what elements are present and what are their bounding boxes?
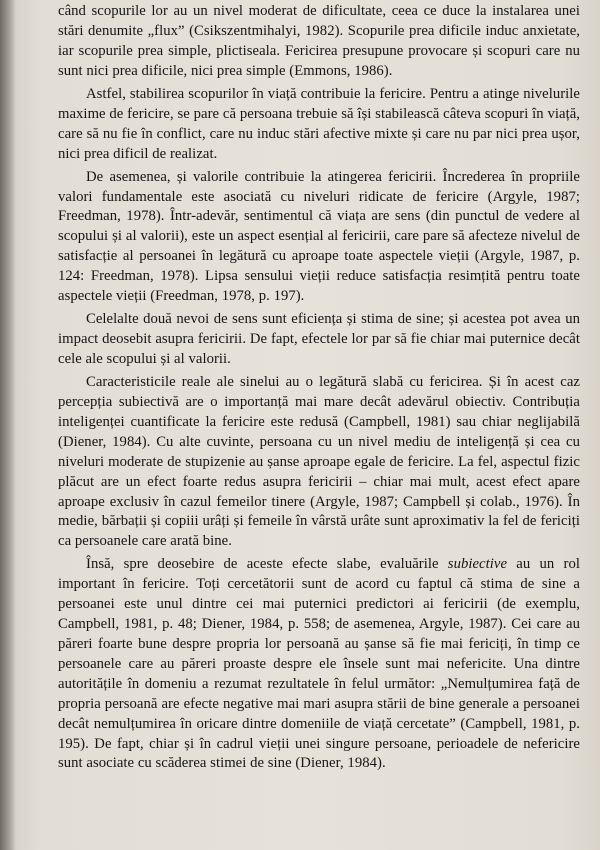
paragraph-6 — [58, 555, 580, 774]
paragraph-6-emphasis: subiective — [447, 556, 508, 573]
paragraph-2: Astfel, stabilirea scopurilor în viață contribuie la fericire. Pentru a atinge nivelurile maxime de fericire, se pare că persoana trebuie să își stabilească câteva scopuri în viață, care să nu fie în conflict, care nu induc stări afective mixte și care nu par nici prea ușor, nici prea dificil de realizat. — [58, 85, 580, 162]
page-gutter-shadow — [0, 0, 16, 850]
paragraph-6-start: Însă, spre deosebire de aceste efecte slabe, evaluările — [86, 556, 448, 573]
paragraph-6-rest: au un rol important în fericire. Toți cercetătorii sunt de acord cu faptul că stima de sine a persoanei este unul dintre cei mai puternici predictori ai fericirii (de exemplu, Campbell, 1981, p. 48; Diener, 1984, p. 558; de asemenea, Argyle, 1987). Cei care au păreri foarte bune despre propria lor persoană au șanse să fie mai fericiți, în timp ce persoanele care au păreri proaste despre ele însele sunt mai nefericite. Una dintre autoritățile în domeniu a rezumat rezultatele în felul următor: „Nemulțumirea față de propria persoană are efecte negative mai mari asupra stării de bine generale a persoanei decât nemulțumirea în oricare dintre domeniile de viață cercetate” (Campbell, 1981, p. 195). De fapt, chiar și în cadrul vieții unei singure persoane, perioadele de nefericire sunt asociate cu scăderea stimei de sine (Diener, 1984). — [58, 556, 580, 772]
paragraph-3: De asemenea, și valorile contribuie la atingerea fericirii. Încrederea în propriile valori fundamentale este asociată cu niveluri ridicate de fericire (Argyle, 1987; Freedman, 1978). Într-adevăr, sentimentul că viața are sens (din punctul de vedere al scopului și al valorii), este un aspect esențial al fericirii, care pare să afecteze nivelul de satisfacție al persoanei în legătură cu aproape toate aspectele vieții (Argyle, 1987, p. 124: Freedman, 1978). Lipsa sensului vieții reduce satisfacția resimțită pentru toate aspectele vieții (Freedman, 1978, p. 197). — [58, 168, 580, 305]
body-text — [58, 2, 580, 778]
paragraph-1-continued: când scopurile lor au un nivel moderat de dificultate, ceea ce duce la instalarea unei stări denumite „flux” (Csikszentmihalyi, 1982). Scopurile prea dificile induc anxietate, iar scopurile prea simple, plictiseala. Fericirea presupune provocare și scopuri care nu sunt nici prea dificile, nici prea simple (Emmons, 1986). — [58, 3, 580, 79]
paragraph-4: Celelalte două nevoi de sens sunt eficiența și stima de sine; și acestea pot avea un impact deosebit asupra fericirii. De fapt, efectele lor par să fie chiar mai puternice decât cele ale scopului și al valorii. — [58, 311, 580, 367]
paragraph-5: Caracteristicile reale ale sinelui au o legătură slabă cu fericirea. Și în acest caz percepția subiectivă are o importanță mai mare decât adevărul obiectiv. Contribuția inteligenței cuantificate la fericire este redusă (Campbell, 1981) sau chiar neglijabilă (Diener, 1984). Cu alte cuvinte, persoana cu un nivel mediu de inteligență și cea cu niveluri moderate de stupizenie au șanse aproape egale de fericire. La fel, aspectul fizic plăcut are un efect foarte redus asupra fericirii – chiar mai mult, acest efect apare aproape exclusiv în cazul femeilor tinere (Argyle, 1987; Campbell și colab., 1976). În medie, bărbații și copiii urâți și femeile în vârstă urâte sunt aproximativ la fel de fericiți ca persoanele care arată bine. — [58, 374, 580, 550]
